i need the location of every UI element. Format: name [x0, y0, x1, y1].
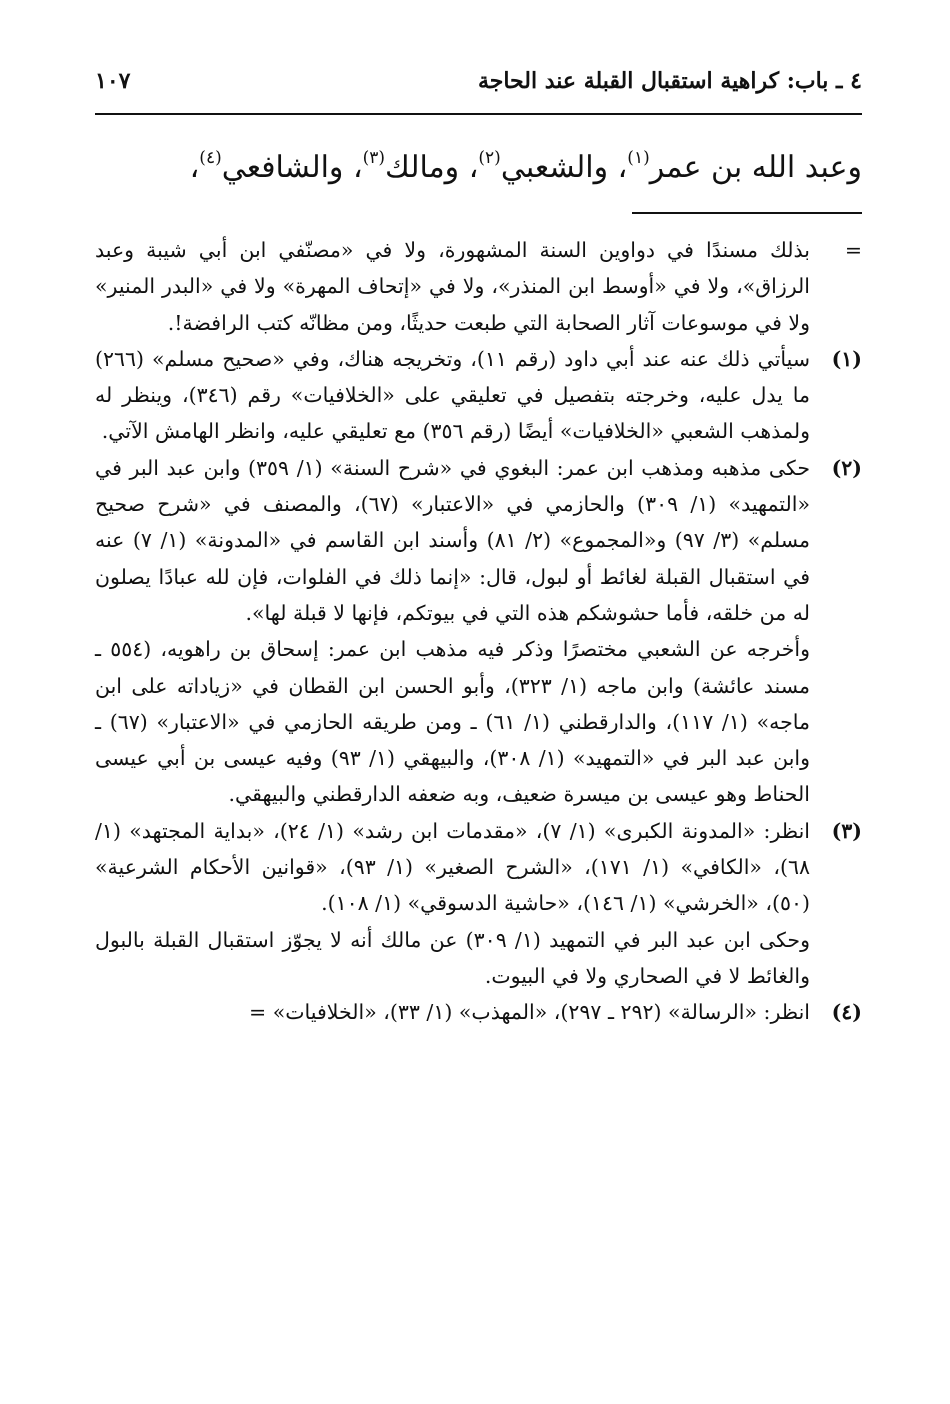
- footnote-paragraph: انظر: «المدونة الكبرى» (١/ ٧)، «مقدمات ابن رشد» (١/ ٢٤)، «بداية المجتهد» (١/ ٦٨)، «الكافي» (١/ ١٧١)، «الشرح الصغير» (١/ ٩٣)، «قوانين الأحكام الشرعية» (٥٠)، «الخرشي» (١/ ١٤٦)، «حاشية الدسوقي» (١/ ١٠٨).: [95, 818, 810, 916]
- footnote-number: (١): [831, 346, 862, 371]
- running-head: [95, 68, 862, 108]
- header-rule: [95, 113, 862, 115]
- footnote-2: [95, 450, 862, 813]
- footnote-paragraph: حكى مذهبه ومذهب ابن عمر: البغوي في «شرح السنة» (١/ ٣٥٩) وابن عبد البر في «التمهيد» (١/ ٣٠٩) والحازمي في «الاعتبار» (٦٧)، والمصنف في «شرح صحيح مسلم» (٣/ ٩٧) و«المجموع» (٢/ ٨١) وأسند ابن القاسم في «المدونة» (١/ ٧) عنه في استقبال القبلة لغائط أو لبول، قال: «إنما ذلك في الفلوات، فإن لله عبادًا يصلون له من خلقه، فأما حشوشكم هذه التي في بيوتكم، فإنها لا قبلة لها».: [95, 455, 810, 625]
- main-text-segment: ، والشعبي: [500, 150, 628, 185]
- footnote-body: [95, 813, 810, 994]
- footnotes: [95, 232, 862, 1031]
- footnote-paragraph: وأخرجه عن الشعبي مختصرًا وذكر فيه مذهب ابن عمر: إسحاق بن راهويه، (٥٥٤ ـ مسند عائشة) وابن ماجه (١/ ٣٢٣)، وأبو الحسن ابن القطان في «زياداته على ابن ماجه» (١/ ١١٧)، والدارقطني (١/ ٦١) ـ ومن طريقه الحازمي في «الاعتبار» (٦٧) ـ وابن عبد البر في «التمهيد» (١/ ٣٠٨)، والبيهقي (١/ ٩٣) وفيه عيسى بن أبي عيسى الحناط وهو عيسى بن ميسرة ضعيف، وبه ضعفه الدارقطني والبيهقي.: [95, 637, 811, 807]
- footnote-ref-4[interactable]: (٤): [199, 148, 222, 168]
- book-page: [95, 0, 862, 1404]
- page-number: ١٠٧: [95, 68, 131, 94]
- footnote-number: (٣): [831, 818, 862, 843]
- footnote-1: [95, 341, 862, 450]
- footnote-ref-3[interactable]: (٣): [362, 148, 386, 168]
- footnote-body: [95, 450, 810, 813]
- footnote-ref-1[interactable]: (١): [627, 148, 650, 168]
- main-text-segment: ،: [189, 150, 200, 185]
- main-text-segment: وعبد الله بن عمر: [649, 150, 862, 185]
- footnote-text: سيأتي ذلك عنه عند أبي داود (رقم ١١)، وتخريجه هناك، وفي «صحيح مسلم» (٢٦٦) ما يدل عليه، وخرجته بتفصيل في تعليقي على «الخلافيات» رقم (٣٤٦)، وينظر له ولمذهب الشعبي «الخلافيات» أيضًا (رقم ٣٥٦) مع تعليقي عليه، وانظر الهامش الآتي.: [95, 346, 811, 444]
- footnote-3: [95, 813, 862, 994]
- footnote-number: (٤): [831, 1000, 862, 1025]
- footnote-4: [95, 994, 862, 1030]
- footnote-ref-2[interactable]: (٢): [478, 148, 501, 168]
- footnote-continued: [95, 232, 862, 341]
- main-text-segment: ، ومالك: [385, 150, 479, 185]
- footnote-text: انظر: «الرسالة» (٢٩٢ ـ ٢٩٧)، «المهذب» (١/ ٣٣)، «الخلافيات» =: [249, 1000, 810, 1025]
- chapter-title: ٤ ـ باب: كراهية استقبال القبلة عند الحاجة: [477, 68, 862, 94]
- footnote-separator: [632, 212, 862, 214]
- footnote-paragraph: وحكى ابن عبد البر في التمهيد (١/ ٣٠٩) عن مالك أنه لا يجوّز استقبال القبلة بالبول والغائط لا في الصحاري ولا في البيوت.: [95, 927, 810, 988]
- main-text-segment: ، والشافعي: [221, 150, 363, 185]
- main-text-line: [95, 140, 862, 196]
- footnote-number: (٢): [831, 455, 862, 480]
- footnote-text: بذلك مسندًا في دواوين السنة المشهورة، ولا في «مصنّفي ابن أبي شيبة وعبد الرزاق»، ولا في «أوسط ابن المنذر»، ولا في «إتحاف المهرة» ولا في «البدر المنير» ولا في موسوعات آثار الصحابة التي طبعت حديثًا، ومن مظانّه كتب الرافضة!.: [95, 238, 810, 335]
- continuation-mark: =: [844, 238, 862, 262]
